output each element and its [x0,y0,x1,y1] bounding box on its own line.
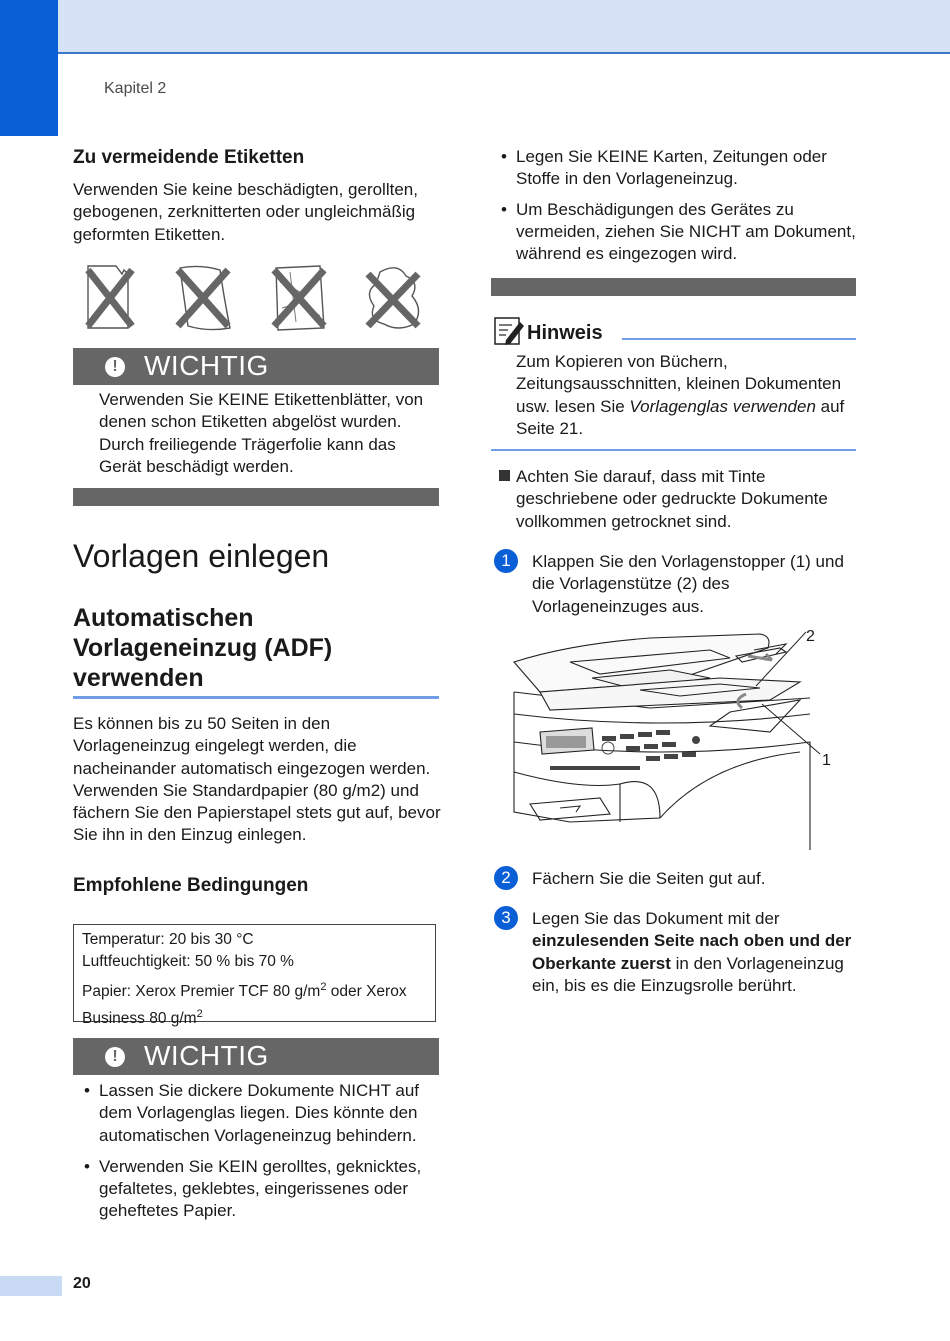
warning-header [73,348,439,385]
list-item: • Um Beschädigungen des Gerätes zu vermeiden, ziehen Sie NICHT am Dokument, während es eingezogen wird. [501,199,856,264]
conditions-heading: Empfohlene Bedingungen [73,875,309,896]
right-bullets [491,146,856,265]
note-pencil-icon [494,316,524,346]
condition-paper: Papier: Xerox Premier TCF 80 $g/m^2$ oder Xerox [82,981,407,1001]
subsection-rule [73,696,439,699]
damaged-label-icon [88,266,132,328]
conditions-table [73,924,436,1028]
subsection-title: Automatischen Vorlageneinzug (ADF) verwenden [73,604,333,692]
header-band [0,0,950,54]
warning-text: Verwenden Sie KEINE Etikettenblätter, von denen schon Etiketten abgelöst wurden. Durch freiliegende Trägerfolie kann das Gerät beschädigt werden. [99,390,424,476]
step-text: Legen Sie das Dokument mit der einzulesenden Seite nach oben und der Oberkante zuerst in den Vorlageneinzug ein, bis es die Einzugsrolle berührt. [532,909,852,995]
labels-heading: Zu vermeidende Etiketten [73,147,305,168]
page-number: 20 [73,1275,91,1292]
warning-end-bar [73,488,439,506]
section-title: Vorlagen einlegen [73,538,330,574]
note-text: Zum Kopieren von Büchern, Zeitungsausschnitten, kleinen Dokumenten usw. lesen Sie Vorlagenglas verwenden auf Seite 21. [516,352,845,438]
footer-band [0,1276,62,1296]
bad-labels-illustration [80,262,430,334]
chapter-label: Kapitel 2 [104,80,167,97]
note-title-rule [622,338,856,340]
crumpled-label-icon [274,266,324,330]
condition-paper-cont: Business 80 $g/m^2$ [82,1008,203,1028]
rolled-label-icon [178,266,230,329]
irregular-label-icon [368,268,419,328]
chapter-tab [0,0,58,136]
note-title: Hinweis [527,322,603,344]
condition-humidity: Luftfeuchtigkeit: 50 % bis 70 % [82,953,294,970]
callout-1: 1 [822,752,831,769]
step-number: 2 [494,866,518,890]
ink-dry-text: Achten Sie darauf, dass mit Tinte geschriebene oder gedruckte Dokumente vollkommen getrocknet sind. [516,467,828,531]
warning-label: WICHTIG [144,350,269,381]
warning-header-2 [73,1038,439,1075]
step-text: Klappen Sie den Vorlagenstopper (1) und die Vorlagenstütze (2) des Vorlageneinzuges aus. [532,552,844,616]
labels-text: Verwenden Sie keine beschädigten, gerollten, gebogenen, zerknitterten oder ungleichmäßig geformten Etiketten. [73,180,418,244]
step-number: 1 [494,549,518,573]
condition-temperature: Temperatur: 20 bis 30 °C [82,931,254,948]
warning-icon: ! [105,1047,125,1067]
list-item: • Lassen Sie dickere Dokumente NICHT auf dem Vorlagenglas liegen. Dies könnte den automatischen Vorlageneinzug behindern. [84,1081,420,1145]
adf-text: Es können bis zu 50 Seiten in den Vorlageneinzug eingelegt werden, die nacheinander automatisch eingezogen werden. Verwenden Sie Standardpapier (80 g/m2) und fächern Sie den Papierstapel stets gut auf, bevor Sie ihn in den Einzug einlegen. [73,714,441,845]
square-bullet-icon [499,470,510,481]
callout-2: 2 [806,628,815,645]
warning-end-bar [491,278,856,296]
warning-list [74,1080,439,1223]
step-number: 3 [494,906,518,930]
step-text: Fächern Sie die Seiten gut auf. [532,869,766,888]
list-item: • Verwenden Sie KEIN gerolltes, geknicktes, gefaltetes, geklebtes, eingerissenes oder geheftetes Papier. [84,1156,422,1221]
adf-printer-illustration [510,622,850,850]
note-end-rule [491,449,856,451]
warning-label: WICHTIG [144,1040,269,1071]
warning-icon: ! [105,357,125,377]
list-item: • Legen Sie KEINE Karten, Zeitungen oder Stoffe in den Vorlageneinzug. [501,147,827,189]
